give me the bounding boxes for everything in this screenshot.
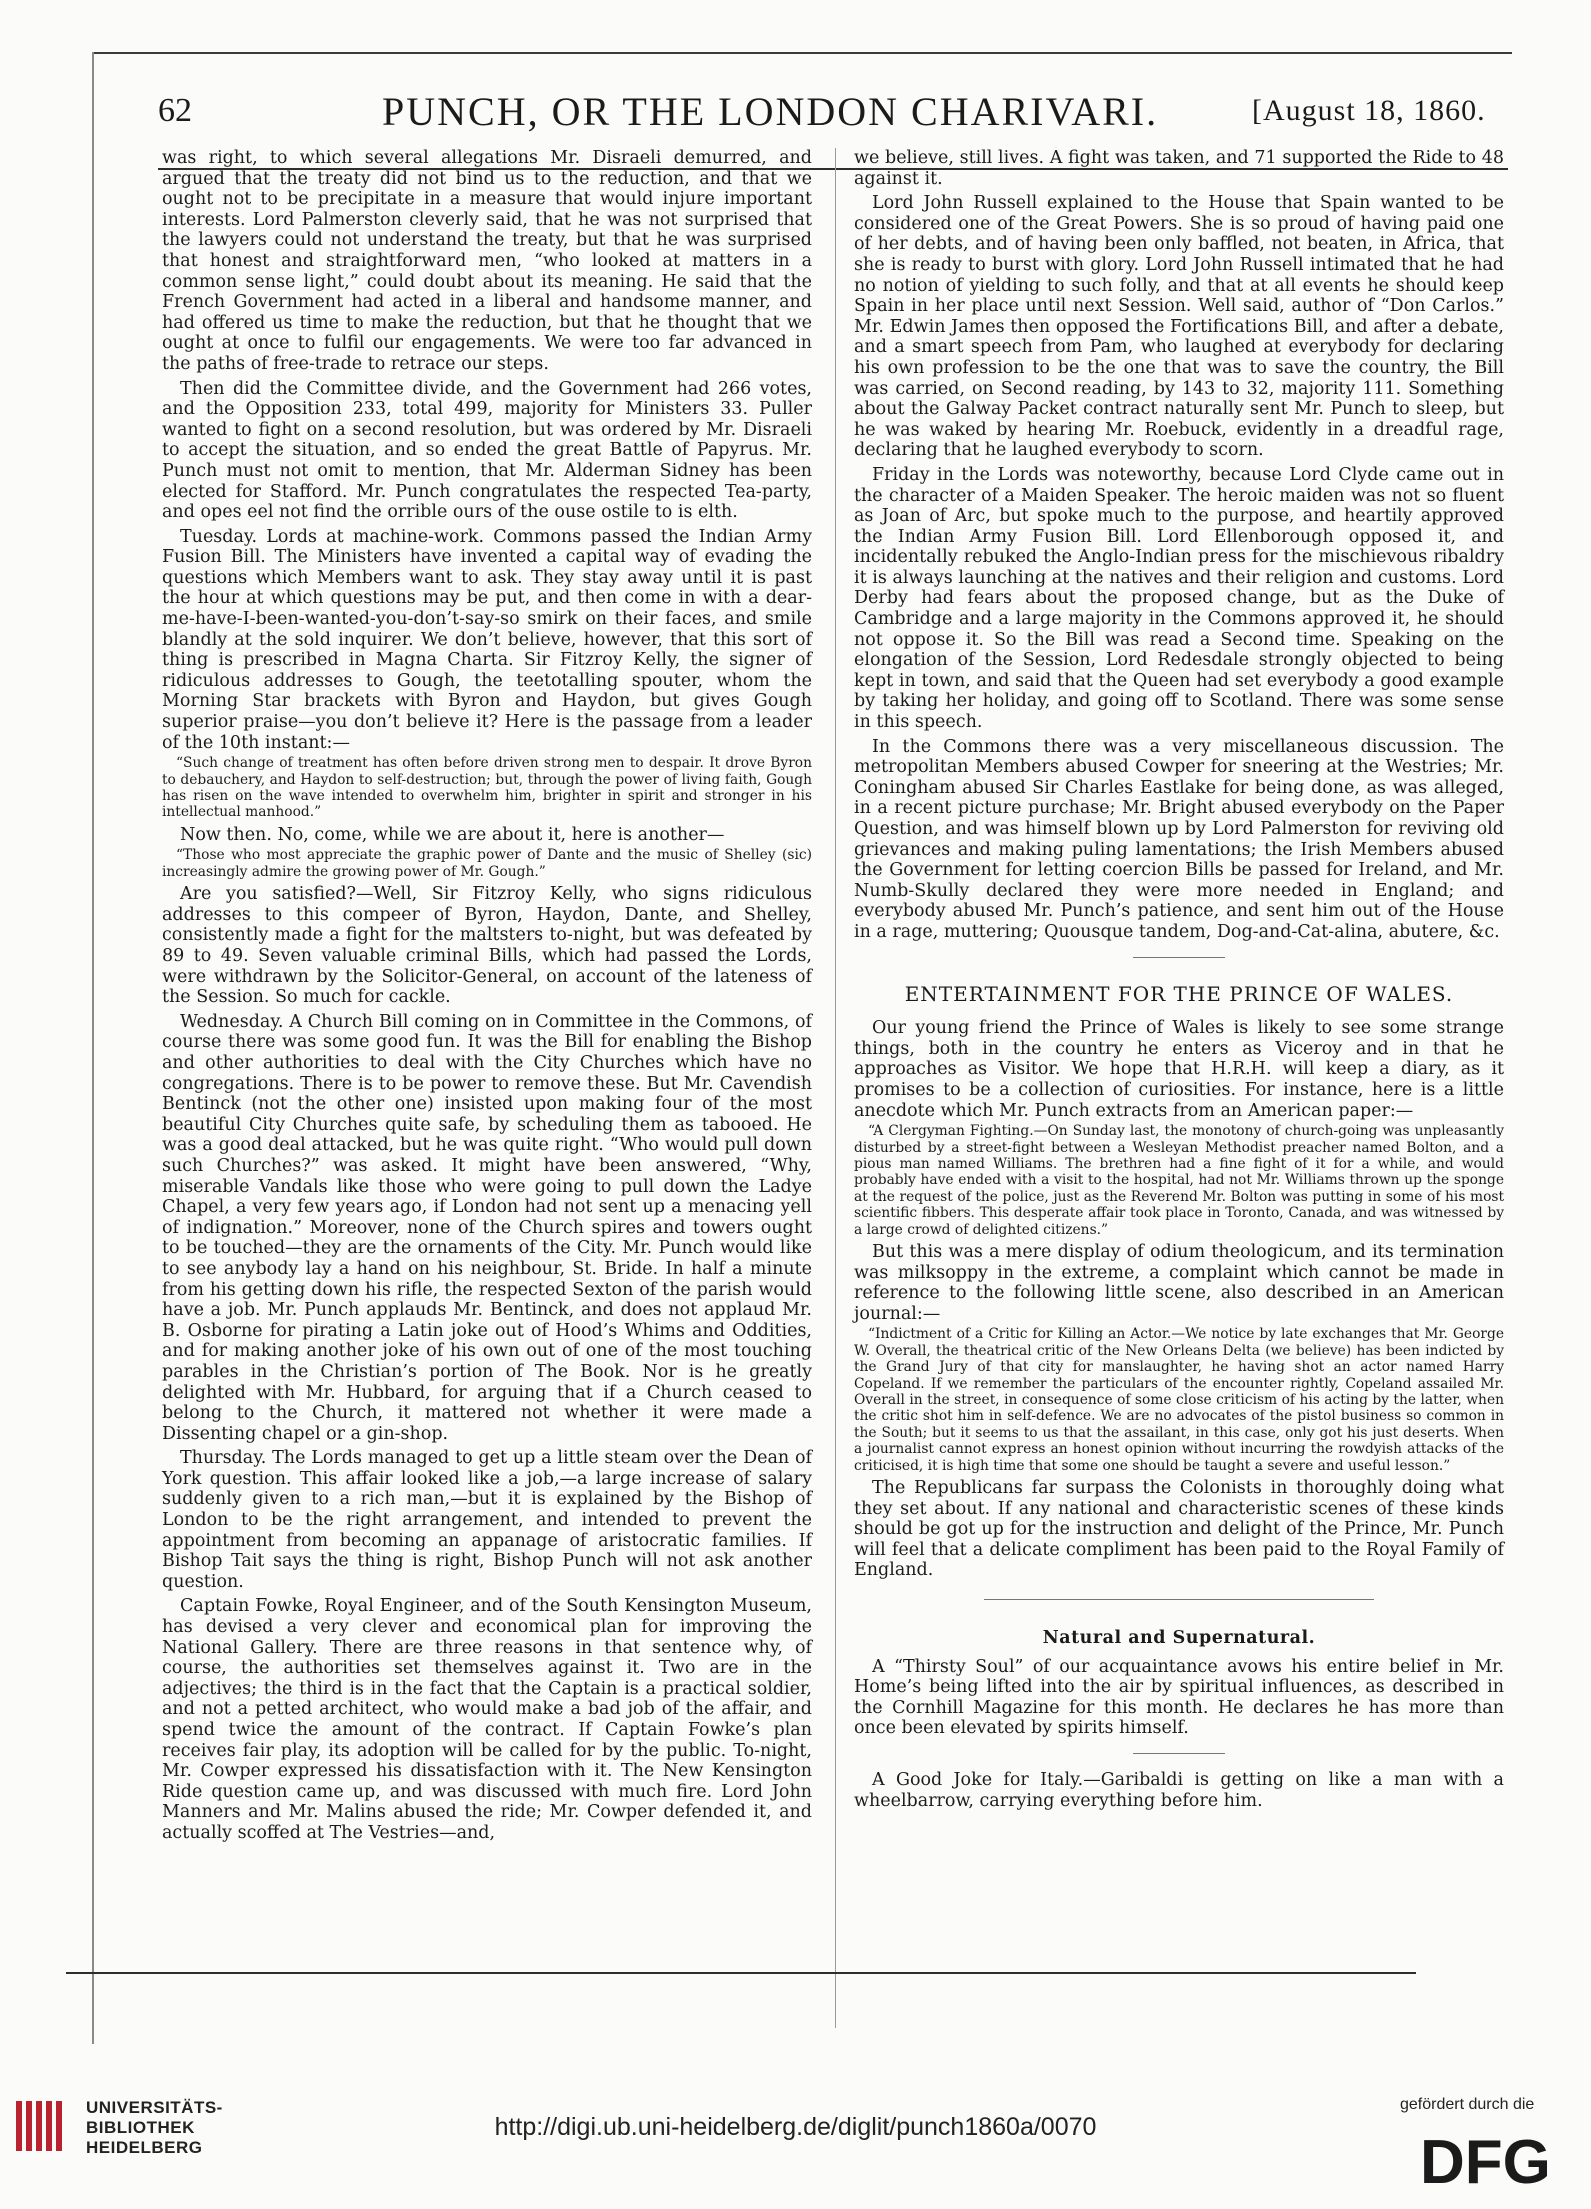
section-divider [984, 1599, 1374, 1600]
paragraph: Tuesday. Lords at machine-work. Commons passed the Indian Army Fusion Bill. The Ministers have invented a capital way of evading the questions which Members want to ask. They stay away until it is past the hour at which questions may be put, and then come in with a dear-me-have-I-been-wanted-you-don’t-say-so smirk on their faces, and smile blandly at the sold inquirer. We don’t believe, however, that this sort of thing is prescribed in Magna Charta. Sir Fitzroy Kelly, the signer of ridiculous addresses to Gough, the teetotalling spouter, whom the Morning Star brackets with Byron and Haydon, but gives Gough superior praise—you don’t believe it? Here is the passage from a leader of the 10th instant:— [162, 526, 812, 753]
page-header [92, 82, 1512, 142]
top-rule [92, 52, 1512, 54]
paragraph: Now then. No, come, while we are about it, here is another— [180, 824, 725, 845]
library-name-line: BIBLIOTHEK [86, 2118, 195, 2137]
paragraph: Lord John Russell explained to the House that Spain wanted to be considered one of the Great Powers. She is so proud of having paid one of her debts, and of having been only baffled, not beaten, in Africa, that she is ready to burst with glory. Lord John Russell intimated that he had no notion of yielding to such folly, and that at all events he should keep Spain in her place until next Session. Well said, author of “Don Carlos.” Mr. Edwin James then opposed the Fortifications Bill, and after a debate, and a smart speech from Pam, who laughed at everybody for declaring his own profession to be the one that was to save the country, the Bill was carried, on Second reading, by 143 to 32, majority 111. Something about the Galway Packet contract naturally sent Mr. Punch to sleep, but he was waked by hearing Mr. Roebuck, evidently in a dreadful rage, declaring that he laughed everybody to scorn. [854, 193, 1504, 461]
article-columns [162, 148, 1507, 2028]
paragraph: Wednesday. A Church Bill coming on in Committee in the Commons, of course there was some good fun. It was the Bill for enabling the Bishop and other authorities to deal with the City Churches which have no congregations. There is to be power to remove these. But Mr. Cavendish Bentinck (not the other one) insisted upon making four of the most beautiful City Churches quite safe, by scheduling them as tabooed. He was a good deal attacked, but he was quite right. “Who would pull down such Churches?” was asked. It might have been answered, “Why, miserable Vandals like those who were going to pull down the Ladye Chapel, a very few years ago, if London had not sent up a menacing yell of indignation.” Moreover, none of the Church spires and towers ought to be touched—they are the ornaments of the City. Mr. Punch would like to see anybody lay a hand on his neighbour, St. Bride. In half a minute from his getting down his rifle, the respected Sexton of the parish would have a job. Mr. Punch applauds Mr. Bentinck, and does not applaud Mr. B. Osborne for pirating a Latin joke out of Hood’s Whims and Oddities, and for making another joke of his own out of one of the most touching parables in the Christian’s portion of The Book. Nor is he greatly delighted with Mr. Hubbard, for arguing that if a Church ceased to belong to the Church, it mattered not whether it were made a Dissenting chapel or a gin-shop. [162, 1011, 812, 1444]
library-name-line: UNIVERSITÄTS- [86, 2098, 223, 2117]
masthead-title: PUNCH, OR THE LONDON CHARIVARI. [382, 89, 1159, 134]
paragraph: In the Commons there was a very miscellaneous discussion. The metropolitan Members abused Cowper for sneering at the Westries; Mr. Coningham abused Sir Charles Eastlake for being done, as was alleged, in a recent picture purchase; Mr. Bright abused everybody on the Paper Question, and was himself blown up by Lord Palmerston for reviving old grievances and making puling lamentations; the Irish Members abused the Government for letting coercion Bills be passed for Ireland, and Mr. Numb-Skully declared they were more needed in England; and everybody abused Mr. Punch’s patience, and sent him out of the House in a rage, muttering; Quousque tandem, Dog-and-Cat-alina, abutere, &c. [854, 736, 1504, 942]
dfg-logo-text: DFG [1420, 2128, 1551, 2195]
paragraph: Thursday. The Lords managed to get up a little steam over the Dean of York question. This affair looked like a job,—a large increase of salary suddenly given to a rich man,—but it is explained by the Bishop of London to be the right arrangement, and intended to prevent the appointment from becoming an appanage of aristocratic families. If Bishop Tait says the thing is right, Bishop Punch will not ask another question. [162, 1448, 812, 1592]
funded-by-label: gefördert durch die [1400, 2096, 1535, 2113]
paragraph: Are you satisfied?—Well, Sir Fitzroy Kelly, who signs ridiculous addresses to this compeer of Byron, Haydon, Dante, and Shelley, consistently made a fight for the maltsters to-night, but was defeated by 89 to 49. Seven valuable criminal Bills, which had passed the Lords, were withdrawn by the Solicitor-General, on account of the lateness of the Session. So much for cackle. [162, 884, 812, 1008]
paragraph: A “Thirsty Soul” of our acquaintance avows his entire belief in Mr. Home’s being lifted into the air by spiritual influences, as described in the Cornhill Magazine for this month. He declares he has more than once been elevated by spirits himself. [854, 1656, 1504, 1739]
paragraph: Our young friend the Prince of Wales is likely to see some strange things, both in the country he enters as Viceroy and in that he approaches as Visitor. We hope that H.R.H. will keep a diary, as it promises to be a collection of curiosities. For instance, here is a little anecdote which Mr. Punch extracts from an American paper:— [854, 1018, 1504, 1121]
section-title: ENTERTAINMENT FOR THE PRINCE OF WALES. [904, 981, 1454, 1006]
section-divider [1133, 957, 1225, 958]
subsection-title: Natural and Supernatural. [1042, 1627, 1316, 1648]
paragraph: Captain Fowke, Royal Engineer, and of the South Kensington Museum, has devised a very clever and economical plan for improving the National Gallery. There are three reasons in that sentence why, of course, the authorities set themselves against it. Two are in the adjectives; the third is in the fact that the Captain is a practical soldier, and not a petted architect, who would make a bad job of the affair, and spend twice the amount of the contract. If Captain Fowke’s plan receives fair play, its adoption will be called for by the public. To-night, Mr. Cowper expressed his dissatisfaction with it. The New Kensington Ride question came up, and was discussed with much fire. Lord John Manners and Mr. Malins abused the ride; Mr. Cowper defended it, and actually scoffed at The Vestries—and, [162, 1596, 812, 1843]
source-url-link[interactable]: http://digi.ub.uni-heidelberg.de/diglit/punch1860a/0070 [494, 2113, 1097, 2141]
issue-date: [August 18, 1860. [1252, 94, 1486, 127]
paragraph: The Republicans far surpass the Colonists in thoroughly doing what they set about. If any national and characteristic scenes of these kinds should be got up for the instruction and delight of the Prince, Mr. Punch will feel that a delicate compliment has been paid to the Royal Family of England. [854, 1478, 1504, 1581]
section-divider [1133, 1753, 1225, 1754]
paragraph: A Good Joke for Italy.—Garibaldi is getting on like a man with a wheelbarrow, carrying everything before him. [854, 1769, 1504, 1811]
page-number: 62 [158, 92, 192, 129]
paragraph: was right, to which several allegations Mr. Disraeli demurred, and argued that the treaty did not bind us to the reduction, and that we ought not to be precipitate in a measure that would injure important interests. Lord Palmerston cleverly said, that he was not surprised that the lawyers could not understand the treaty, but that he was surprised that honest and straightforward men, “who looked at matters in a common sense light,” could doubt about its meaning. He said that the French Government had acted in a liberal and handsome manner, and had offered us time to make the reduction, but that he thought that we ought at once to fulfil our engagements. We were too far advanced in the paths of free-trade to retrace our steps. [162, 148, 812, 374]
column-divider [835, 148, 836, 2028]
quotation: “Such change of treatment has often before driven strong men to despair. It drove Byron to debauchery, and Haydon to self-destruction; but, through the power of living faith, Gough has risen on the wave intended to overwhelm him, brighter in spirit and stronger in his intellectual manhood.” [162, 755, 812, 821]
quotation: “A Clergyman Fighting.—On Sunday last, the monotony of church-going was unpleasantly disturbed by a street-fight between a Wesleyan Methodist preacher named Bolton, and a pious man named Williams. The brethren had a fine fight of it for a while, and would probably have ended with a visit to the hospital, had not Mr. Williams thrown up the sponge at the request of the police, just as the Reverend Mr. Bolton was putting in some of his most scientific fibbers. This desperate affair took place in Toronto, Canada, and was witnessed by a large crowd of delighted citizens.” [854, 1123, 1504, 1238]
left-margin-rule [92, 52, 94, 2044]
dfg-logo-icon [1420, 2125, 1560, 2195]
newspaper-page [92, 52, 1512, 2044]
right-column [854, 148, 1504, 1811]
paragraph: Then did the Committee divide, and the Government had 266 votes, and the Opposition 233, total 499, majority for Ministers 33. Puller wanted to fight on a second resolution, but was ordered by Mr. Disraeli to accept the situation, and so ended the great Battle of Papyrus. Mr. Punch must not omit to mention, that Mr. Alderman Sidney has been elected for Stafford. Mr. Punch congratulates the respected Tea-party, and opes eel not find the orrible ours of the ouse ostile to is elth. [162, 378, 812, 523]
left-column [162, 148, 812, 1844]
quotation: “Those who most appreciate the graphic power of Dante and the music of Shelley (sic) increasingly admire the growing power of Mr. Gough.” [162, 847, 812, 880]
library-name-line: HEIDELBERG [86, 2138, 203, 2157]
paragraph: Friday in the Lords was noteworthy, because Lord Clyde came out in the character of a Maiden Speaker. The heroic maiden was not so fluent as Joan of Arc, but spoke much to the purpose, and heartily approved the Indian Army Fusion Bill. Lord Ellenborough opposed it, and incidentally rebuked the Anglo-Indian press for the mischievous ribaldry it is always launching at the natives and their religion and customs. Lord Derby had fears about the proposed change, but as the Duke of Cambridge and a large majority in the Commons approved it, he should not oppose it. So the Bill was read a Second time. Speaking on the elongation of the Session, Lord Redesdale strongly objected to being kept in town, and said that the Queen had set everybody a good example by taking her holiday, and going off to Scotland. There was some sense in this speech. [854, 464, 1504, 733]
bottom-rule [66, 1972, 1416, 1974]
paragraph: But this was a mere display of odium theologicum, and its termination was milksoppy in the extreme, a complaint which cannot be made in reference to the following little scene, also described in an American journal:— [854, 1241, 1504, 1324]
quotation: “Indictment of a Critic for Killing an Actor.—We notice by late exchanges that Mr. George W. Overall, the theatrical critic of the New Orleans Delta (we believe) has been indicted by the Grand Jury of that city for manslaughter, he having shot an actor named Harry Copeland. If we remember the particulars of the encounter rightly, Copeland assailed Mr. Overall in the street, in consequence of some close criticism of his acting by the latter, when the critic shot him in self-defence. We are no advocates of the pistol business so common in the South; but it seems to us that the assailant, in this case, only got his just deserts. When a journalist cannot express an honest opinion without incurring the rowdyish attacks of the criticised, it is high time that some one should be taught a severe and useful lesson.” [854, 1326, 1504, 1474]
paragraph: we believe, still lives. A fight was taken, and 71 supported the Ride to 48 against it. [854, 148, 1504, 189]
